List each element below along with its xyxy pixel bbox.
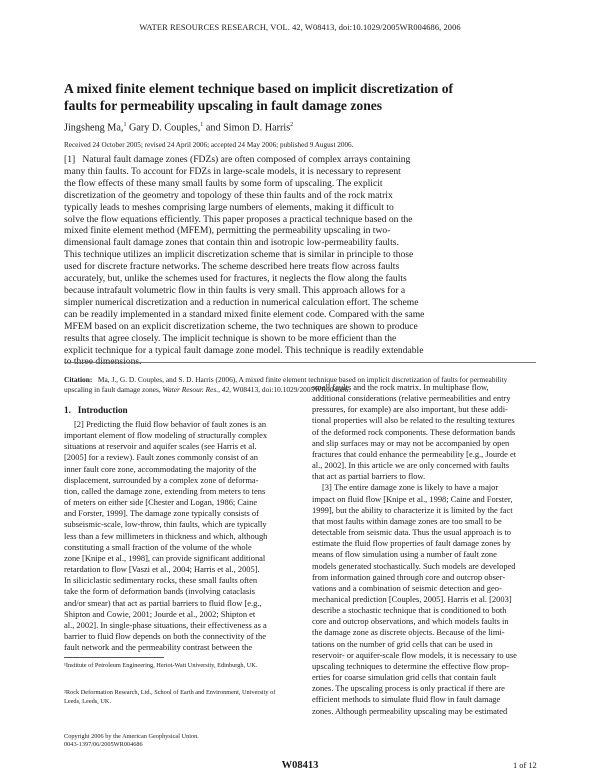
abstract-line: Natural fault damage zones (FDZs) are often composed of complex arrays containing bbox=[82, 154, 411, 165]
section-number: 1. bbox=[64, 405, 71, 415]
abstract-line: the flow effects of these many small faults by some form of upscaling. The explicit bbox=[64, 177, 383, 189]
body-line: describe a stochastic technique that is conditioned to both bbox=[312, 605, 507, 616]
body-line: impact on fluid flow [Knipe et al., 1998; Caine and Forster, bbox=[312, 493, 513, 504]
running-head: WATER RESOURCES RESEARCH, VOL. 42, W08413, doi:10.1029/2005WR004686, 2006 bbox=[139, 23, 461, 32]
section-title: Introduction bbox=[77, 405, 128, 415]
footnote-divider bbox=[64, 657, 164, 658]
author-name: Gary D. Couples, bbox=[126, 122, 201, 134]
abstract-line: can be readily implemented in a standard mixed finite element code. Compared with the same bbox=[64, 308, 425, 320]
body-line: tations on the number of grid cells that can be used in bbox=[312, 638, 493, 649]
body-line: inner fault core zone, accommodating the majority of the bbox=[64, 463, 257, 474]
footnote: ¹Institute of Petroleum Engineering, Heriot-Watt University, Edinburgh, UK. bbox=[64, 662, 258, 669]
paragraph-marker: [1] bbox=[64, 154, 76, 165]
body-line: important element of flow modeling of structurally complex bbox=[64, 430, 268, 441]
body-line: reservoir- or aquifer-scale flow models, it is necessary to use bbox=[312, 649, 517, 660]
author-list bbox=[64, 122, 293, 133]
abstract-line: results that agree closely. The implicit technique is shown to be more efficient than the bbox=[64, 332, 397, 344]
body-line: zone [Knipe et al., 1998], can provide significant additional bbox=[64, 552, 266, 563]
citation-journal: Water Resour. Res., 42, bbox=[162, 385, 232, 395]
body-line: that most faults within damage zones are too small to be bbox=[312, 515, 502, 526]
abstract-line: to three dimensions. bbox=[64, 356, 142, 368]
abstract-line: dimensional fault damage zones that contain thin and isotropic low-permeability faults. bbox=[64, 237, 399, 249]
body-line: from information gained through core and outcrop obser- bbox=[312, 571, 506, 582]
body-line: erties for coarse simulation grid cells that contain fault bbox=[312, 672, 497, 683]
author-affiliation-mark: 1 bbox=[123, 122, 127, 128]
body-line: retardation to flow [Vaszi et al., 2004; Harris et al., 2005]. bbox=[64, 564, 260, 575]
body-line: The entire damage zone is likely to have a major bbox=[333, 482, 499, 493]
issn-line: 0043-1397/06/2005WR004686 bbox=[64, 741, 143, 749]
body-line: and/or smear) that act as partial barriers to fluid flow [e.g., bbox=[64, 597, 262, 608]
body-line: fractures that could enhance the permeability [e.g., Jourde et bbox=[312, 448, 517, 459]
left-column bbox=[64, 419, 290, 653]
abstract-line: because intrafault volumetric flow in thin faults is very small. This approach allows for a bbox=[64, 284, 406, 296]
body-line: take the form of deformation bands (involving cataclasis bbox=[64, 586, 255, 597]
abstract-line: discretization of the geometry and topology of these thin faults and of the rock matrix bbox=[64, 189, 393, 201]
abstract-line: explicit technique for a typical fault damage zone model. This technique is readily extendable bbox=[64, 344, 424, 356]
body-line: tion, called the damage zone, extending from meters to tens bbox=[64, 485, 266, 496]
body-line: of the deformed rock components. These deformation bands bbox=[312, 426, 516, 437]
body-line: models generated stochastically. Such models are developed bbox=[312, 560, 516, 571]
author-affiliation-mark: 2 bbox=[290, 122, 294, 128]
body-line: the damage zone as discrete objects. Because of the limi- bbox=[312, 627, 505, 638]
body-line: constituting a small fraction of the volume of the whole bbox=[64, 541, 252, 552]
page-number: 1 of 12 bbox=[513, 761, 537, 770]
copyright-notice bbox=[64, 733, 199, 750]
body-line: zones. The upscaling process is only practical if there are bbox=[312, 683, 505, 694]
body-line: core and outcrop observations, and which models faults in bbox=[312, 616, 509, 627]
body-line: al., 2002]. In this article we are only concerned with faults bbox=[312, 460, 510, 471]
abstract-line: many thin faults. To account for FDZs in large-scale models, it is necessary to represent bbox=[64, 165, 401, 177]
body-line: Shipton and Cowie, 2001; Jourde et al., 2002; Shipton et bbox=[64, 608, 256, 619]
body-line: detectable from seismic data. Thus the usual approach is to bbox=[312, 527, 512, 538]
abstract-line: This technique utilizes an implicit discretization scheme that is similar in principle to those bbox=[64, 249, 414, 261]
right-column bbox=[312, 382, 538, 717]
body-line: and Forster, 1999]. The damage zone typically consists of bbox=[64, 508, 259, 519]
body-line: additional considerations (relative permeabilities and entry bbox=[312, 393, 511, 404]
paragraph-marker: [2] bbox=[74, 419, 84, 429]
copyright-line: Copyright 2006 by the American Geophysical Union. bbox=[64, 733, 199, 740]
footnote: ²Rock Deformation Research, Ltd., School of Earth and Environment, University of Leeds, Leeds, UK. bbox=[64, 689, 276, 705]
body-line: al., 2002]. In single-phase situations, their effectiveness as a bbox=[64, 619, 267, 630]
abstract-divider bbox=[64, 362, 536, 363]
section-heading bbox=[64, 405, 128, 415]
body-line: vations and a combination of seismic detection and geo- bbox=[312, 582, 502, 593]
body-line: Predicting the fluid flow behavior of fault zones is an bbox=[85, 419, 267, 429]
body-line: 1999], but the ability to characterize it is limited by the fact bbox=[312, 504, 513, 515]
abstract-line: used for discrete fracture networks. The scheme described here treats flow across faults bbox=[64, 261, 400, 273]
body-line: tional properties will also be related to the resulting textures bbox=[312, 415, 515, 426]
paper-title: A mixed finite element technique based on implicit discretization of faults for permeability upscaling in fault damage zones bbox=[64, 81, 454, 113]
body-line: upscaling techniques to determine the effective flow prop- bbox=[312, 660, 509, 671]
body-line: that act as partial barriers to flow. bbox=[312, 471, 426, 482]
body-line: subseismic-scale, low-throw, thin faults, which are typically bbox=[64, 519, 267, 530]
body-line: In siliciclastic sedimentary rocks, these small faults often bbox=[64, 575, 258, 586]
body-line: mechanical prediction [Couples, 2005]. Harris et al. [2003] bbox=[312, 593, 512, 604]
abstract-line: mixed finite element method (MFEM), permitting the permeability upscaling in two- bbox=[64, 225, 391, 237]
abstract-line: typically leads to meshes comprising large numbers of elements, making it difficult to bbox=[64, 201, 394, 213]
body-line: efficient methods to simulate fluid flow in fault damage bbox=[312, 694, 501, 705]
body-line: small faults and the rock matrix. In multiphase flow, bbox=[312, 382, 489, 392]
citation-text: Ma, J., G. D. Couples, and S. D. Harris (2006), A mixed finite element technique based on implicit discretization of faults for permeability upscaling in fault damage zones, bbox=[64, 375, 508, 395]
body-line: barrier to fluid flow depends on both the connectivity of the bbox=[64, 630, 266, 641]
body-line: situations at reservoir and aquifer scales (see Harris et al. bbox=[64, 441, 257, 452]
abstract bbox=[64, 154, 528, 368]
body-line: pressures, for example) are also important, but these addi- bbox=[312, 404, 508, 415]
body-line: and slip surfaces may or may not be accompanied by open bbox=[312, 437, 510, 448]
paragraph-marker: [3] bbox=[322, 482, 332, 493]
abstract-line: MFEM based on an explicit discretization scheme, the two techniques are shown to produce bbox=[64, 320, 418, 332]
author-affiliation-mark: 1 bbox=[200, 122, 204, 128]
author-name: Jingsheng Ma, bbox=[64, 122, 124, 134]
abstract-line: accurately, but, unlike the schemes used for fractures, it neglects the flow along the faults bbox=[64, 273, 407, 285]
article-id: W08413 bbox=[281, 760, 319, 771]
abstract-line: solve the flow equations efficiently. This paper proposes a practical technique based on the bbox=[64, 213, 413, 225]
body-line: fault network and the permeability contrast between the bbox=[64, 642, 253, 653]
body-line: of meters on either side [Chester and Logan, 1986; Caine bbox=[64, 497, 258, 508]
body-line: displacement, surrounded by a complex zone of deforma- bbox=[64, 474, 259, 485]
abstract-line: simpler numerical discretization and a reduction in numerical calculation effort. The scheme bbox=[64, 296, 419, 308]
citation-label: Citation: bbox=[64, 375, 93, 384]
citation-tail: W08413, doi:10.1029/2005WR004686. bbox=[232, 385, 351, 395]
received-dates: Received 24 October 2005; revised 24 April 2006; accepted 24 May 2006; published 9 August 2006. bbox=[64, 141, 354, 149]
author-name: and Simon D. Harris bbox=[203, 122, 291, 134]
body-line: estimate the fluid flow properties of fault damage zones by bbox=[312, 538, 511, 549]
body-line: means of flow simulation using a number of fault zone bbox=[312, 549, 497, 560]
body-line: less than a few millimeters in thickness and which, although bbox=[64, 530, 268, 541]
body-line: [2005] for a review). Fault zones commonly consist of an bbox=[64, 452, 259, 463]
body-line: zones. Although permeability upscaling may be estimated bbox=[312, 705, 508, 716]
